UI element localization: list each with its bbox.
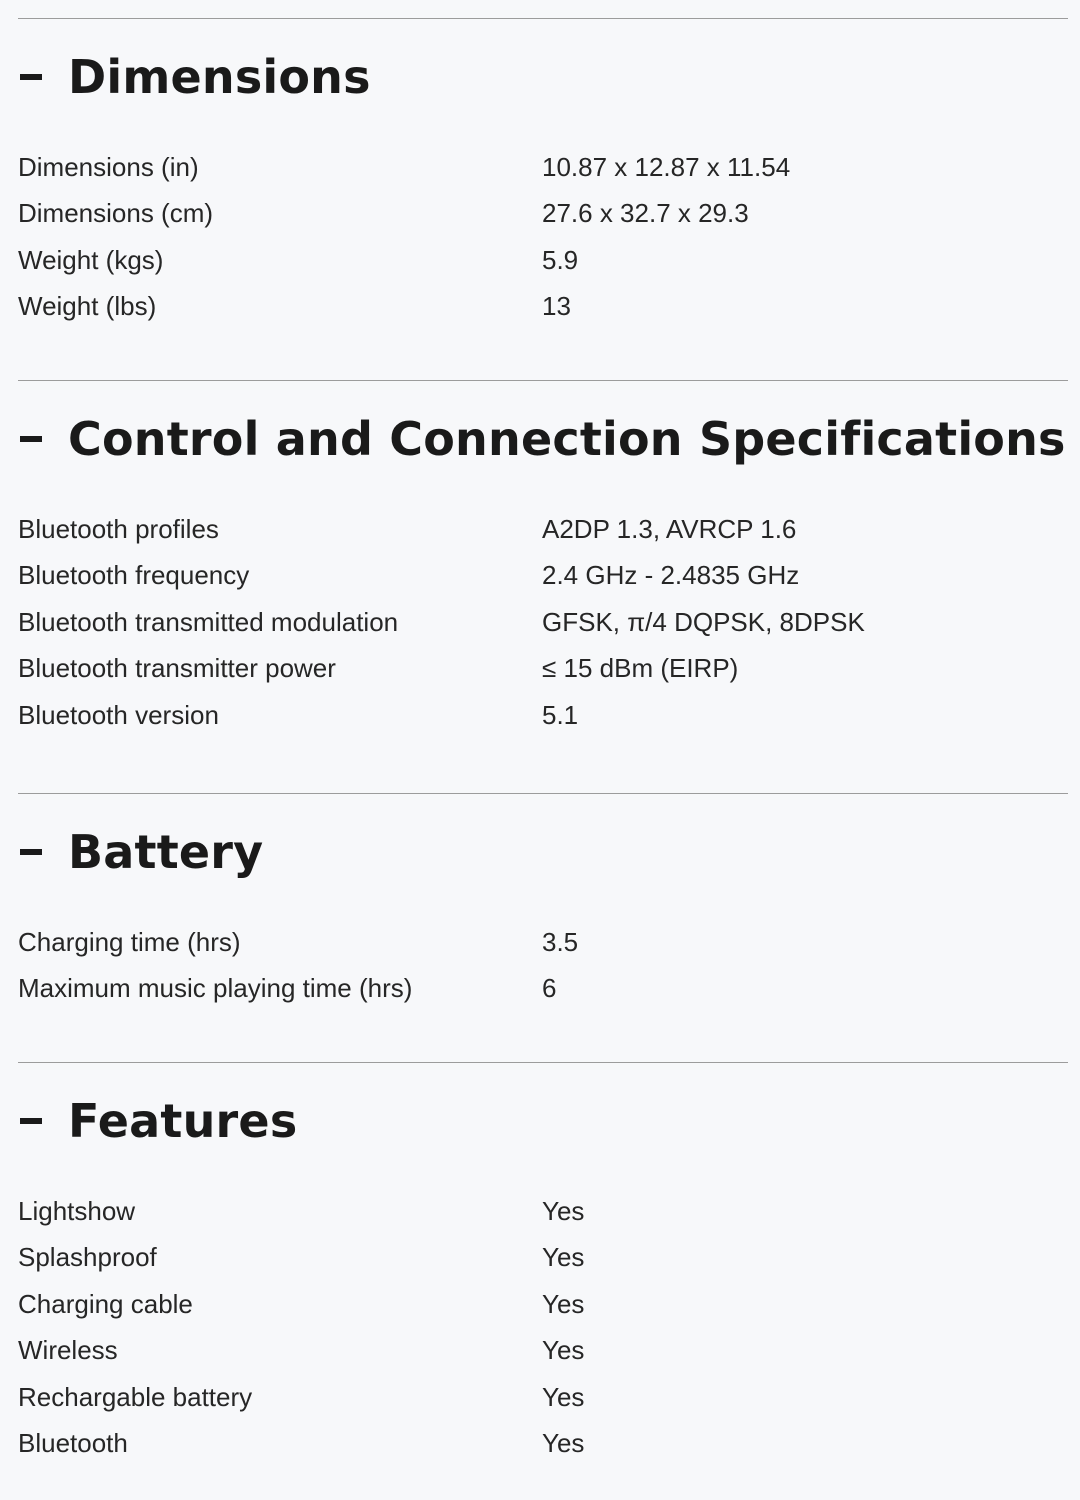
spec-value: 13 xyxy=(542,291,571,322)
section-dimensions xyxy=(18,18,1068,330)
spec-row xyxy=(18,1188,1068,1235)
spec-value: 10.87 x 12.87 x 11.54 xyxy=(542,151,791,182)
spec-label: Splashproof xyxy=(18,1242,157,1273)
spec-row xyxy=(18,692,1068,739)
spec-label: Weight (kgs) xyxy=(18,244,164,275)
spec-label: Bluetooth profiles xyxy=(18,513,219,544)
spec-list xyxy=(18,506,1068,739)
spec-row xyxy=(18,506,1068,553)
section-divider xyxy=(18,1062,1068,1063)
spec-value: Yes xyxy=(542,1288,585,1319)
collapse-minus-icon[interactable] xyxy=(20,436,42,442)
spec-value: 3.5 xyxy=(542,926,579,957)
section-header-battery[interactable] xyxy=(18,820,1068,884)
spec-value: 6 xyxy=(542,973,557,1004)
spec-value: 27.6 x 32.7 x 29.3 xyxy=(542,198,749,229)
section-control-connection xyxy=(18,380,1068,739)
spec-row xyxy=(18,1374,1068,1421)
spec-row xyxy=(18,1328,1068,1375)
spec-label: Charging time (hrs) xyxy=(18,926,241,957)
spec-row xyxy=(18,284,1068,331)
spec-value: Yes xyxy=(542,1242,585,1273)
spec-row xyxy=(18,1421,1068,1468)
spec-label: Maximum music playing time (hrs) xyxy=(18,973,413,1004)
spec-list xyxy=(18,919,1068,1012)
spec-value: 5.1 xyxy=(542,699,579,730)
section-features xyxy=(18,1062,1068,1467)
spec-row xyxy=(18,144,1068,191)
spec-row xyxy=(18,646,1068,693)
spec-label: Wireless xyxy=(18,1335,118,1366)
spec-value: A2DP 1.3, AVRCP 1.6 xyxy=(542,513,797,544)
section-title: Control and Connection Specifications xyxy=(68,412,1066,466)
spec-label: Rechargable battery xyxy=(18,1381,253,1412)
spec-label: Dimensions (in) xyxy=(18,151,199,182)
spec-label: Weight (lbs) xyxy=(18,291,157,322)
section-battery xyxy=(18,793,1068,1012)
spec-value: Yes xyxy=(542,1381,585,1412)
spec-value: Yes xyxy=(542,1335,585,1366)
section-header-dimensions[interactable] xyxy=(18,45,1068,109)
spec-label: Charging cable xyxy=(18,1288,193,1319)
spec-label: Bluetooth version xyxy=(18,699,219,730)
spec-value: Yes xyxy=(542,1428,585,1459)
spec-row xyxy=(18,191,1068,238)
spec-row xyxy=(18,966,1068,1013)
section-title: Features xyxy=(68,1094,298,1148)
spec-value: 2.4 GHz - 2.4835 GHz xyxy=(542,560,800,591)
section-header-control-connection[interactable] xyxy=(18,407,1068,471)
section-title: Dimensions xyxy=(68,50,371,104)
collapse-minus-icon[interactable] xyxy=(20,849,42,855)
spec-label: Lightshow xyxy=(18,1195,136,1226)
spec-label: Bluetooth transmitted modulation xyxy=(18,606,399,637)
spec-list xyxy=(18,1188,1068,1467)
spec-value: Yes xyxy=(542,1195,585,1226)
spec-row xyxy=(18,599,1068,646)
section-divider xyxy=(18,793,1068,794)
collapse-minus-icon[interactable] xyxy=(20,1118,42,1124)
section-title: Battery xyxy=(68,825,264,879)
spec-label: Bluetooth frequency xyxy=(18,560,250,591)
section-divider xyxy=(18,380,1068,381)
spec-row xyxy=(18,1281,1068,1328)
spec-value: GFSK, π/4 DQPSK, 8DPSK xyxy=(542,606,865,637)
spec-list xyxy=(18,144,1068,330)
section-header-features[interactable] xyxy=(18,1089,1068,1153)
spec-row xyxy=(18,1235,1068,1282)
spec-row xyxy=(18,919,1068,966)
spec-label: Bluetooth xyxy=(18,1428,128,1459)
section-divider xyxy=(18,18,1068,19)
spec-label: Dimensions (cm) xyxy=(18,198,214,229)
spec-row xyxy=(18,553,1068,600)
collapse-minus-icon[interactable] xyxy=(20,74,42,80)
spec-value: ≤ 15 dBm (EIRP) xyxy=(542,653,739,684)
spec-row xyxy=(18,237,1068,284)
spec-label: Bluetooth transmitter power xyxy=(18,653,336,684)
spec-value: 5.9 xyxy=(542,244,579,275)
